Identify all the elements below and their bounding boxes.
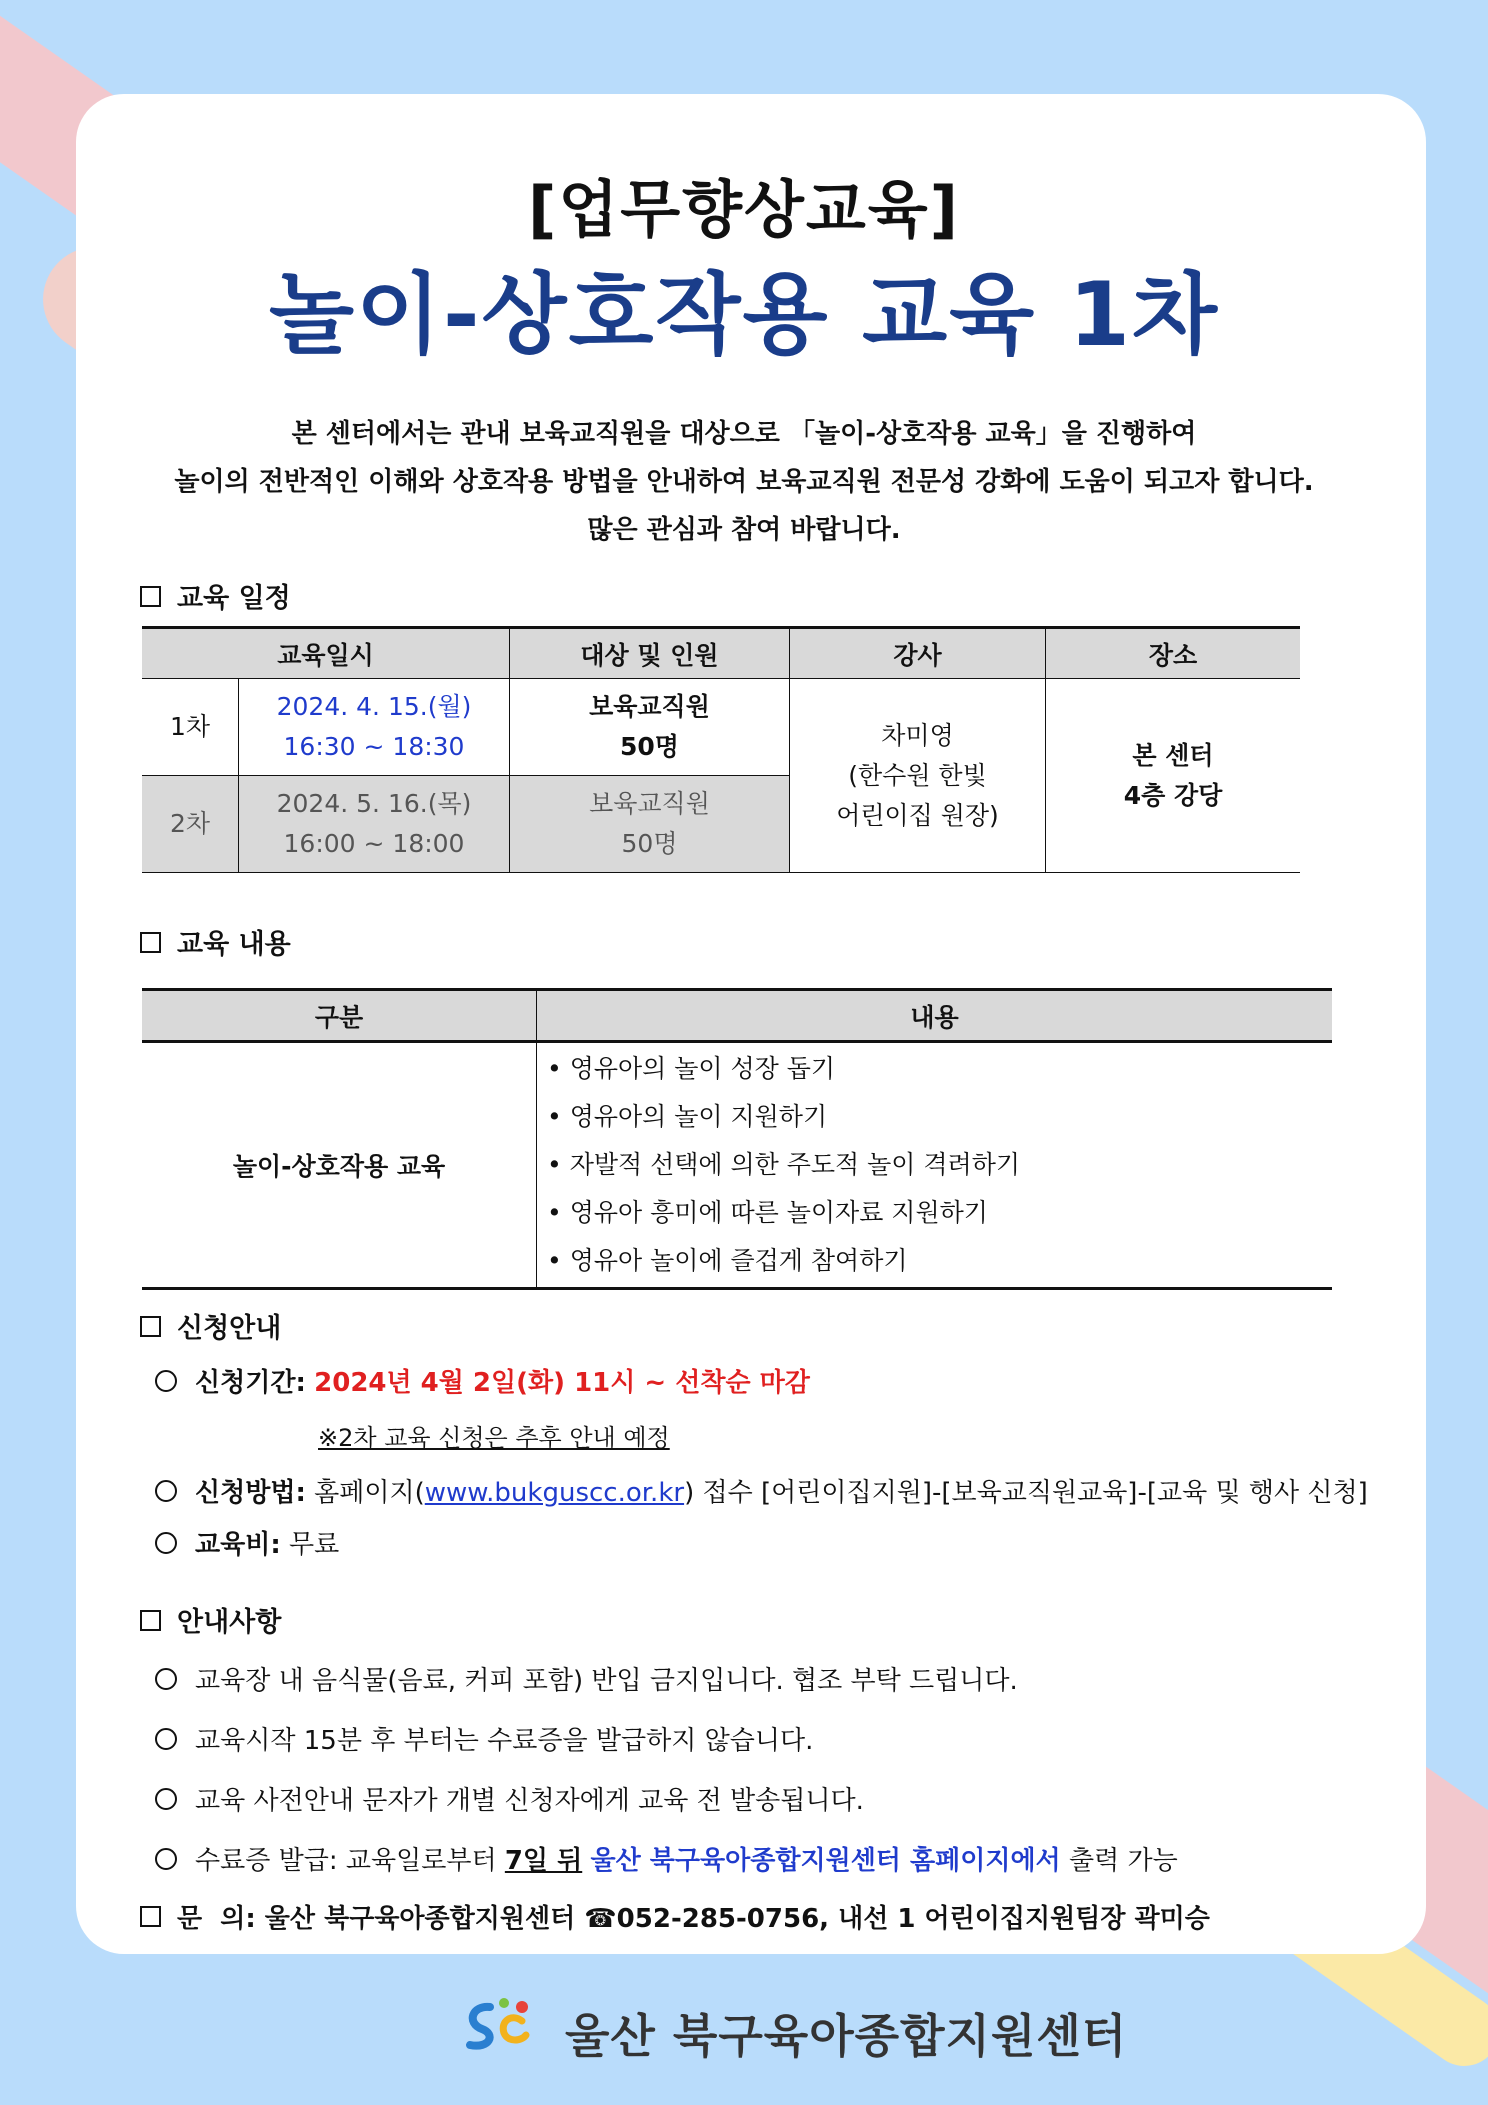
section-contact [140, 1898, 1210, 1935]
table-header-row [142, 990, 1332, 1042]
notice-text: 교육시작 15분 후 부터는 수료증을 발급하지 않습니다. [195, 1726, 814, 1756]
period-label: 신청기간: [195, 1368, 306, 1398]
section-schedule [140, 576, 291, 615]
target-cell [510, 679, 790, 776]
intro-paragraph [0, 410, 1488, 554]
date-text: 2024. 5. 16.(목) [276, 789, 472, 818]
method-label: 신청방법: [195, 1478, 306, 1508]
date-text: 2024. 4. 15.(월) [276, 692, 472, 721]
cert-days: 7일 뒤 [504, 1846, 583, 1876]
table-header: 내용 [537, 990, 1333, 1042]
schedule-table [142, 626, 1300, 873]
section-content [140, 922, 291, 961]
circle-bullet-icon [155, 1370, 177, 1392]
notice-text: 교육 사전안내 문자가 개별 신청자에게 교육 전 발송됩니다. [195, 1786, 864, 1816]
contact-text: 울산 북구육아종합지원센터 ☎052-285-0756, 내선 1 어린이집지원팀장 곽미승 [264, 1904, 1210, 1934]
datetime-cell [239, 776, 510, 873]
count-text: 50명 [621, 829, 678, 858]
table-header: 강사 [790, 628, 1046, 679]
period-note: ※2차 교육 신청은 추후 안내 예정 [318, 1424, 670, 1452]
method-prefix: 홈페이지( [314, 1478, 425, 1508]
intro-line: 본 센터에서는 관내 보육교직원을 대상으로 「놀이-상호작용 교육」을 진행하여 [291, 419, 1197, 449]
apply-method [155, 1472, 1368, 1509]
place-cell [1046, 679, 1301, 873]
notice-item [155, 1660, 1018, 1697]
section-apply [140, 1306, 281, 1345]
org-logo-icon [460, 1995, 540, 2055]
intro-line: 놀이의 전반적인 이해와 상호작용 방법을 안내하여 보육교직원 전문성 강화에 도움이 되고자 합니다. [174, 467, 1314, 497]
instructor-line: 어린이집 원장) [836, 800, 999, 830]
target-cell [510, 776, 790, 873]
apply-fee [155, 1524, 339, 1561]
category-cell: 놀이-상호작용 교육 [142, 1042, 537, 1289]
method-suffix: ) 접수 [어린이집지원]-[보육교직원교육]-[교육 및 행사 신청] [684, 1478, 1368, 1508]
checkbox-square-icon [140, 932, 161, 953]
org-name: 울산 북구육아종합지원센터 [565, 2009, 1128, 2063]
notice-item [155, 1720, 813, 1757]
table-header: 장소 [1046, 628, 1301, 679]
list-item: • 영유아의 놀이 성장 돕기 [547, 1045, 1332, 1093]
cert-place: 울산 북구육아종합지원센터 홈페이지에서 [590, 1846, 1061, 1876]
list-item: • 영유아 놀이에 즐겁게 참여하기 [547, 1237, 1332, 1285]
notice-text: 교육장 내 음식물(음료, 커피 포함) 반입 금지입니다. 협조 부탁 드립니다. [195, 1666, 1018, 1696]
section-heading: 교육 내용 [177, 929, 291, 960]
time-text: 16:00 ~ 18:00 [283, 829, 465, 858]
section-notice [140, 1600, 281, 1639]
table-header-row [142, 628, 1300, 679]
target-text: 보육교직원 [589, 789, 710, 818]
checkbox-square-icon [140, 586, 161, 607]
homepage-link[interactable]: www.bukguscc.or.kr [424, 1478, 685, 1508]
instructor-line: 차미영 [881, 720, 954, 750]
instructor-line: (한수원 한빛 [848, 760, 987, 790]
title-top: [업무향상교육] [527, 173, 961, 246]
fee-value: 무료 [289, 1530, 340, 1560]
list-item: • 영유아의 놀이 지원하기 [547, 1093, 1332, 1141]
circle-bullet-icon [155, 1848, 177, 1870]
cert-suffix: 출력 가능 [1060, 1846, 1178, 1876]
checkbox-square-icon [140, 1906, 161, 1927]
target-text: 보육교직원 [589, 692, 710, 721]
checkbox-square-icon [140, 1610, 161, 1631]
fee-label: 교육비: [195, 1530, 281, 1560]
circle-bullet-icon [155, 1728, 177, 1750]
table-row [142, 1042, 1332, 1289]
section-heading: 안내사항 [177, 1607, 282, 1638]
circle-bullet-icon [155, 1480, 177, 1502]
table-header: 교육일시 [142, 628, 510, 679]
notice-item [155, 1780, 864, 1817]
table-row [142, 679, 1300, 776]
contact-label: 문 의: [177, 1904, 256, 1934]
place-line: 본 센터 [1132, 740, 1214, 770]
datetime-cell [239, 679, 510, 776]
list-item: • 자발적 선택에 의한 주도적 놀이 격려하기 [547, 1141, 1332, 1189]
round-cell: 1차 [142, 679, 239, 776]
checkbox-square-icon [140, 1316, 161, 1337]
circle-bullet-icon [155, 1668, 177, 1690]
count-text: 50명 [620, 732, 679, 761]
circle-bullet-icon [155, 1532, 177, 1554]
instructor-cell [790, 679, 1046, 873]
circle-bullet-icon [155, 1788, 177, 1810]
notice-item-certificate [155, 1840, 1178, 1877]
table-header: 구분 [142, 990, 537, 1042]
apply-period [155, 1362, 810, 1399]
time-text: 16:30 ~ 18:30 [283, 732, 465, 761]
intro-line: 많은 관심과 참여 바랍니다. [587, 515, 901, 545]
section-heading: 교육 일정 [177, 583, 291, 614]
section-heading: 신청안내 [177, 1313, 282, 1344]
round-cell: 2차 [142, 776, 239, 873]
items-cell [537, 1042, 1333, 1289]
list-item: • 영유아 흥미에 따른 놀이자료 지원하기 [547, 1189, 1332, 1237]
content-table [142, 988, 1332, 1290]
table-header: 대상 및 인원 [510, 628, 790, 679]
cert-prefix: 수료증 발급: 교육일로부터 [195, 1846, 505, 1876]
place-line: 4층 강당 [1123, 780, 1223, 810]
page-title: 놀이-상호작용 교육 1차 [268, 263, 1220, 366]
period-value: 2024년 4월 2일(화) 11시 ~ 선착순 마감 [314, 1368, 810, 1398]
